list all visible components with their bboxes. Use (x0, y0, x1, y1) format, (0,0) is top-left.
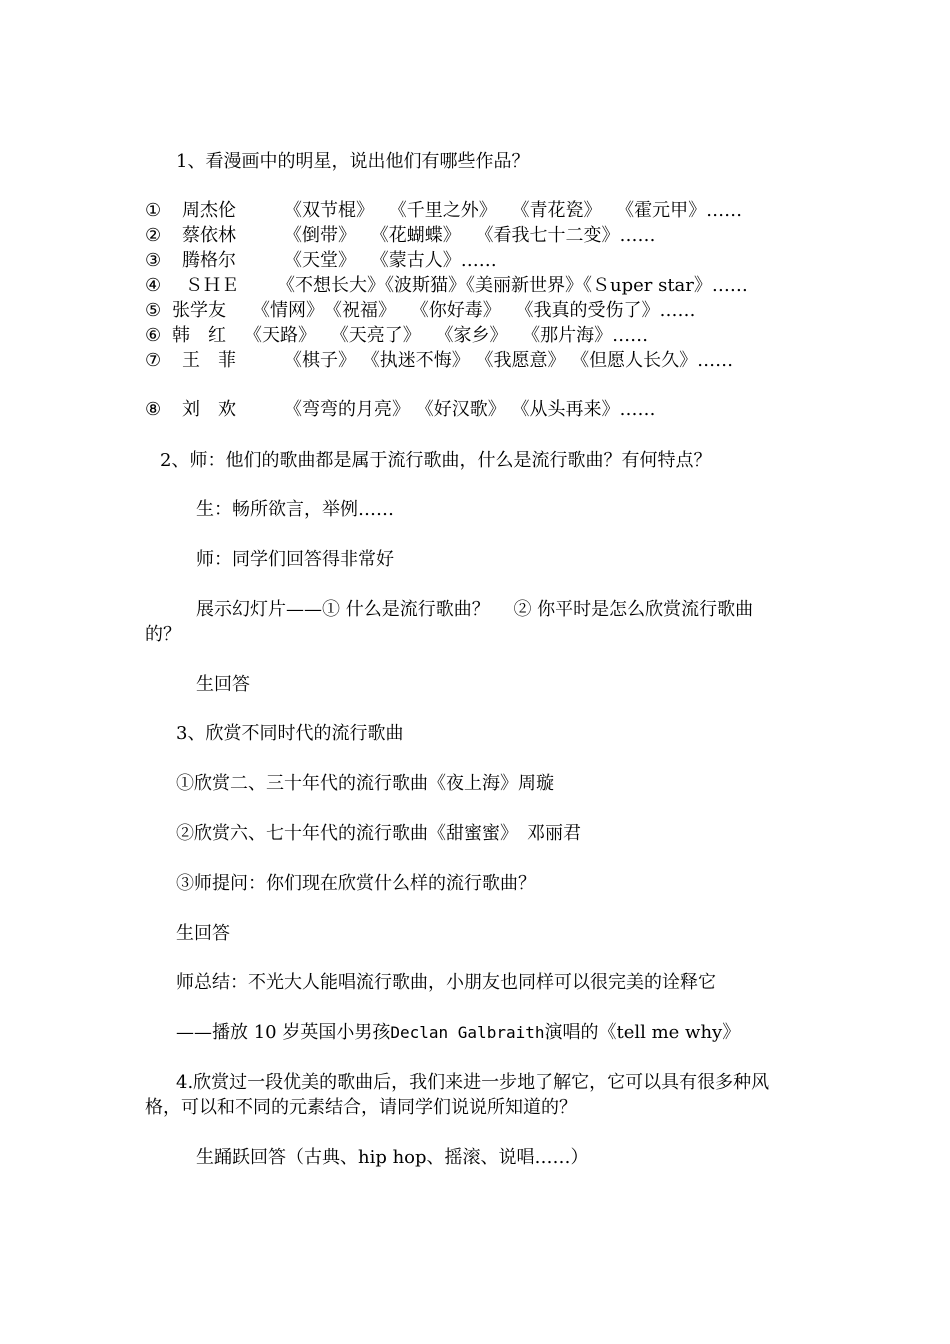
row-number: ④ (145, 275, 162, 296)
q3-title: 3、欣赏不同时代的流行歌曲 (176, 723, 404, 744)
singer-works: 《弯弯的月亮》 《好汉歌》 《从头再来》…… (284, 399, 656, 420)
row-number: ② (145, 225, 162, 246)
q4-student-reply: 生踊跃回答（古典、hip hop、摇滚、说唱……） (196, 1147, 589, 1168)
q3-play-line (176, 1021, 740, 1045)
play-suffix: 演唱的《tell me why》 (544, 1022, 741, 1043)
list-item (145, 349, 733, 373)
singer-works: 《情网》 《祝福》 《你好毒》 《我真的受伤了》…… (252, 300, 696, 321)
q3-student-reply: 生回答 (176, 923, 230, 944)
row-number: ⑧ (145, 399, 162, 420)
list-item (145, 398, 655, 422)
list-item (145, 249, 497, 273)
singer-name: 刘 欢 (182, 399, 236, 420)
singer-name: 周杰伦 (182, 200, 236, 221)
row-number: ⑦ (145, 350, 162, 371)
singer-works: 《棋子》 《执迷不悔》 《我愿意》 《但愿人长久》…… (284, 350, 734, 371)
q2-slide-line: 展示幻灯片——① 什么是流行歌曲？ ② 你平时是怎么欣赏流行歌曲 (196, 599, 754, 620)
q2-slide-line-cont: 的？ (145, 624, 181, 645)
singer-name: ＳＨＥ (185, 275, 239, 296)
q4-line-2: 格，可以和不同的元素结合，请同学们说说所知道的？ (145, 1097, 577, 1118)
singer-works: 《双节棍》 《千里之外》 《青花瓷》 《霍元甲》…… (284, 200, 743, 221)
list-item (145, 224, 655, 248)
singer-name: 蔡依林 (182, 225, 236, 246)
q2-question: 2、师：他们的歌曲都是属于流行歌曲，什么是流行歌曲？有何特点？ (160, 450, 712, 471)
q3-item-2: ②欣赏六、七十年代的流行歌曲《甜蜜蜜》 邓丽君 (176, 823, 581, 844)
q4-line-1: 4.欣赏过一段优美的歌曲后，我们来进一步地了解它，它可以具有很多种风 (176, 1072, 770, 1093)
q2-student-answer: 生：畅所欲言，举例…… (196, 499, 394, 520)
q2-teacher-comment: 师：同学们回答得非常好 (196, 549, 394, 570)
singer-name: 王 菲 (182, 350, 236, 371)
singer-name: 腾格尔 (182, 250, 236, 271)
q3-item-3: ③师提问：你们现在欣赏什么样的流行歌曲？ (176, 873, 536, 894)
singer-name: 张学友 (172, 300, 226, 321)
singer-works: 《天堂》 《蒙古人》…… (284, 250, 497, 271)
q3-teacher-summary: 师总结：不光大人能唱流行歌曲，小朋友也同样可以很完美的诠释它 (176, 972, 716, 993)
row-number: ③ (145, 250, 162, 271)
singer-works: 《不想长大》《波斯猫》《美丽新世界》《Ｓuper star》…… (277, 275, 748, 296)
singer-name-latin: Declan Galbraith (390, 1023, 545, 1042)
play-prefix: ——播放 10 岁英国小男孩 (176, 1022, 391, 1043)
singer-name: 韩 红 (172, 325, 226, 346)
row-number: ⑥ (145, 325, 162, 346)
q2-student-reply: 生回答 (196, 674, 250, 695)
singer-works: 《天路》 《天亮了》 《家乡》 《那片海》…… (244, 325, 649, 346)
list-item (145, 199, 742, 223)
row-number: ① (145, 200, 162, 221)
list-item (145, 299, 695, 323)
row-number: ⑤ (145, 300, 162, 321)
singer-works: 《倒带》 《花蝴蝶》 《看我七十二变》…… (284, 225, 656, 246)
q3-item-1: ①欣赏二、三十年代的流行歌曲《夜上海》周璇 (176, 773, 554, 794)
list-item (145, 274, 748, 298)
q1-title: 1、看漫画中的明星，说出他们有哪些作品？ (176, 151, 530, 172)
list-item (145, 324, 648, 348)
